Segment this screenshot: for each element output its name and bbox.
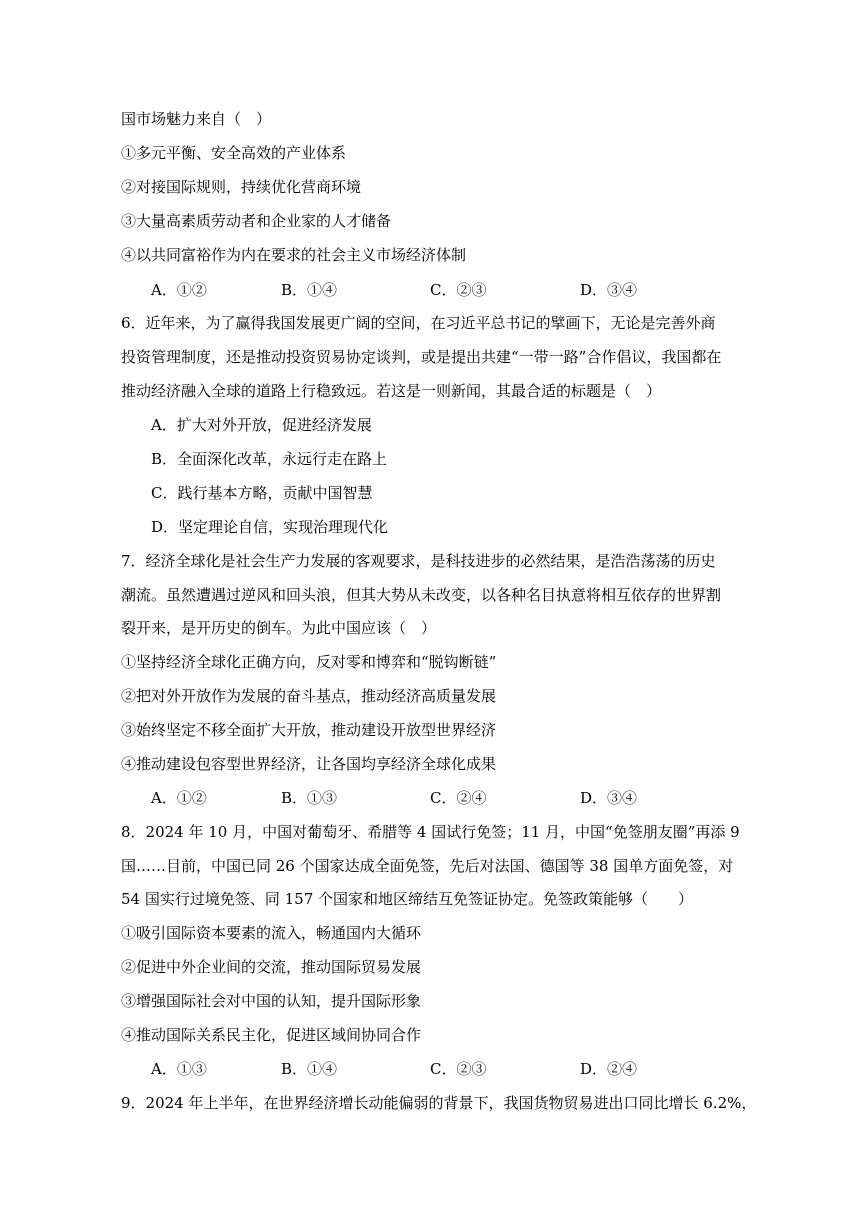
q6-option-a: A．扩大对外开放，促进经济发展 (151, 416, 372, 434)
q7-option-a: A．①② (151, 789, 207, 807)
q8-statement-2: ②促进中外企业间的交流，推动国际贸易发展 (121, 958, 422, 976)
q7-option-d: D．③④ (580, 789, 638, 807)
q6-option-d: D．坚定理论自信，实现治理现代化 (151, 518, 389, 536)
q5-option-b: B．①④ (281, 281, 338, 299)
q5-option-d: D．③④ (580, 281, 638, 299)
q8-statement-4: ④推动国际关系民主化，促进区域间协同合作 (121, 1026, 422, 1044)
q8-stem-line-2: 国……目前，中国已同 26 个国家达成全面免签，先后对法国、德国等 38 国单方面免签，对 (121, 857, 734, 875)
q7-option-b: B．①③ (281, 789, 338, 807)
q8-statement-1: ①吸引国际资本要素的流入，畅通国内大循环 (121, 924, 422, 942)
q7-stem-line-1: 7．经济全球化是社会生产力发展的客观要求，是科技进步的必然结果，是浩浩荡荡的历史 (121, 552, 716, 570)
q8-option-c: C．②③ (430, 1060, 487, 1078)
q7-statement-4: ④推动建设包容型世界经济，让各国均享经济全球化成果 (121, 755, 497, 773)
q6-option-b: B．全面深化改革，永远行走在路上 (151, 450, 388, 468)
q7-statement-1: ①坚持经济全球化正确方向，反对零和博弈和“脱钩断链” (121, 653, 497, 671)
q8-option-d: D．②④ (580, 1060, 638, 1078)
q8-option-b: B．①④ (281, 1060, 338, 1078)
q5-statement-1: ①多元平衡、安全高效的产业体系 (121, 144, 347, 162)
q7-statement-3: ③始终坚定不移全面扩大开放，推动建设开放型世界经济 (121, 721, 497, 739)
q7-statement-2: ②把对外开放作为发展的奋斗基点，推动经济高质量发展 (121, 687, 497, 705)
q9-stem-line-1: 9．2024 年上半年，在世界经济增长动能偏弱的背景下，我国货物贸易进出口同比增长 6.2%， (121, 1094, 757, 1112)
q8-stem-line-1: 8．2024 年 10 月，中国对葡萄牙、希腊等 4 国试行免签；11 月，中国“免签朋友圈”再添 9 (121, 823, 740, 841)
q7-stem-line-3: 裂开来，是开历史的倒车。为此中国应该（ ） (121, 619, 437, 637)
q5-stem-end: 国市场魅力来自（ ） (121, 110, 272, 128)
q5-statement-3: ③大量高素质劳动者和企业家的人才储备 (121, 212, 392, 230)
q6-option-c: C．践行基本方略，贡献中国智慧 (151, 484, 373, 502)
q6-stem-line-1: 6．近年来，为了赢得我国发展更广阔的空间，在习近平总书记的擘画下，无论是完善外商 (121, 314, 716, 332)
q6-stem-line-3: 推动经济融入全球的道路上行稳致远。若这是一则新闻，其最合适的标题是（ ） (121, 382, 662, 400)
q5-option-c: C．②③ (430, 281, 487, 299)
q6-stem-line-2: 投资管理制度，还是推动投资贸易协定谈判，或是提出共建“一带一路”合作倡议，我国都在 (121, 348, 722, 366)
q5-statement-2: ②对接国际规则，持续优化营商环境 (121, 178, 362, 196)
q8-statement-3: ③增强国际社会对中国的认知，提升国际形象 (121, 992, 422, 1010)
q8-option-a: A．①③ (151, 1060, 207, 1078)
q5-statement-4: ④以共同富裕作为内在要求的社会主义市场经济体制 (121, 246, 467, 264)
q5-option-a: A．①② (151, 281, 207, 299)
q7-stem-line-2: 潮流。虽然遭遇过逆风和回头浪，但其大势从未改变，以各种名目执意将相互依存的世界割 (121, 586, 722, 604)
q7-option-c: C．②④ (430, 789, 487, 807)
q8-stem-line-3: 54 国实行过境免签、同 157 个国家和地区缔结互免签证协定。免签政策能够（ ） (121, 890, 694, 908)
